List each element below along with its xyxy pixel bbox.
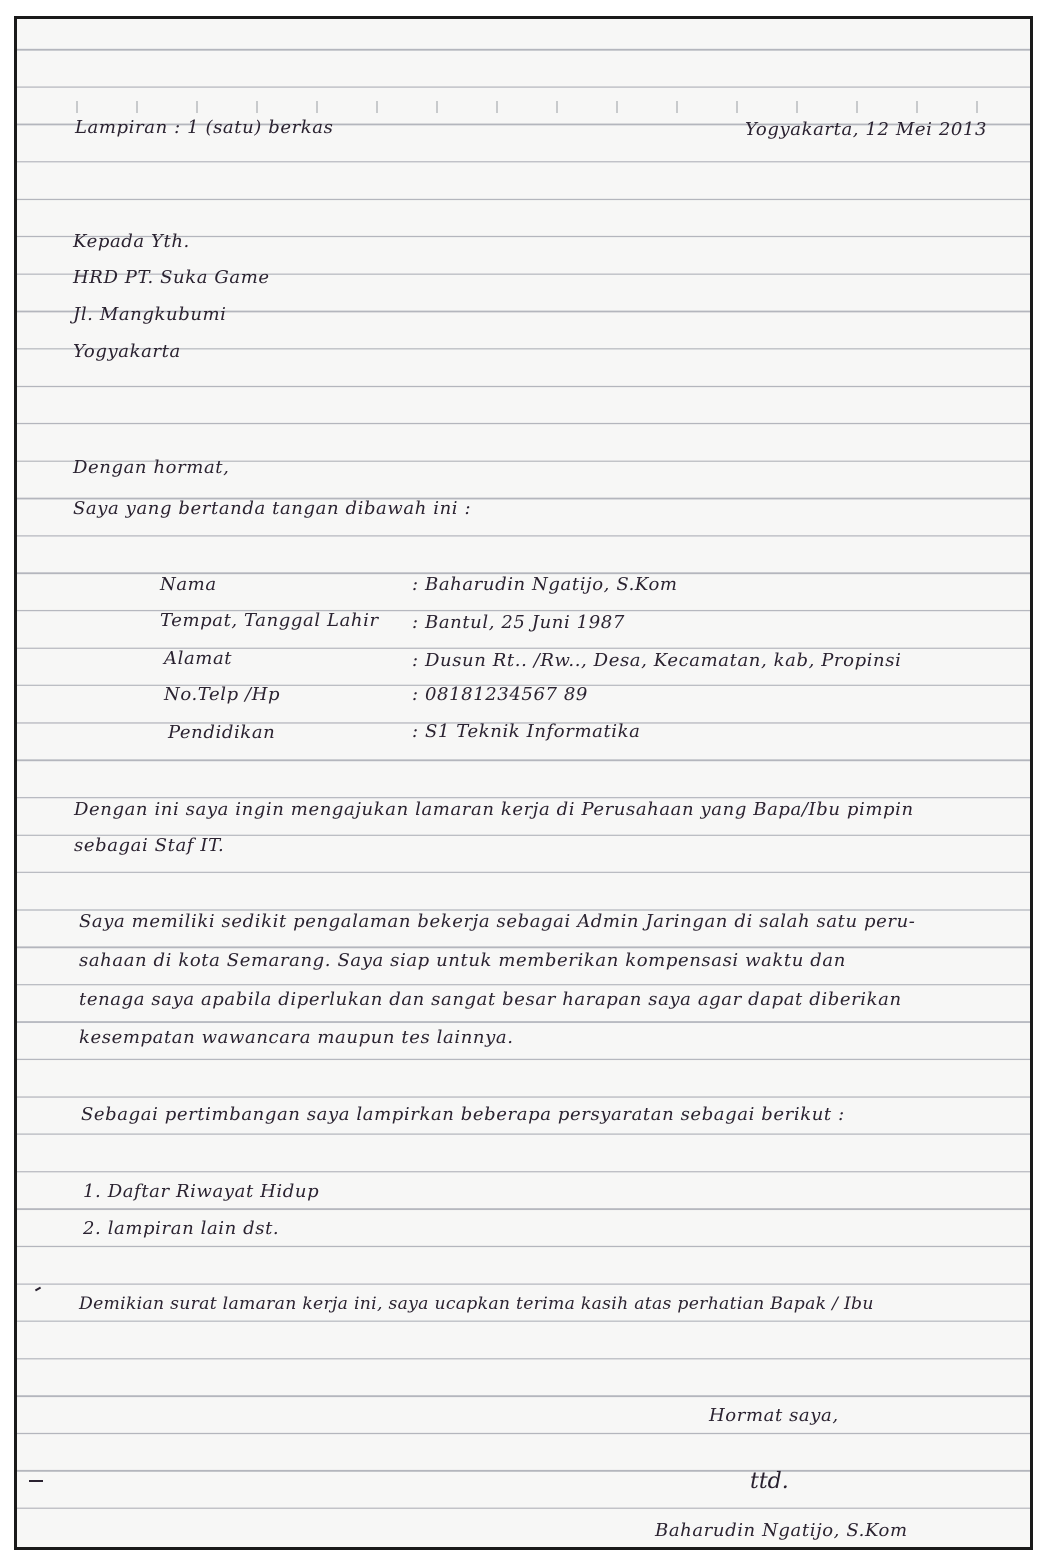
attachment-item-1: 1. Daftar Riwayat Hidup xyxy=(83,1181,320,1202)
recipient-line-1: Kepada Yth. xyxy=(73,231,190,252)
lampiran-line: Lampiran : 1 (satu) berkas xyxy=(75,117,334,138)
recipient-line-2: HRD PT. Suka Game xyxy=(73,267,270,288)
para2-line-2: sahaan di kota Semarang. Saya siap untuk memberikan kompensasi waktu dan xyxy=(79,950,846,971)
place-date: Yogyakarta, 12 Mei 2013 xyxy=(745,119,988,140)
para2-line-4: kesempatan wawancara maupun tes lainnya. xyxy=(79,1027,514,1048)
field-label-nama: Nama xyxy=(160,574,217,595)
recipient-line-4: Yogyakarta xyxy=(73,341,181,362)
field-value-telp: : 08181234567 89 xyxy=(412,684,588,705)
field-value-ttl: : Bantul, 25 Juni 1987 xyxy=(412,612,625,633)
field-value-nama: : Baharudin Ngatijo, S.Kom xyxy=(412,574,678,595)
recipient-line-3: Jl. Mangkubumi xyxy=(73,304,227,325)
intro-line: Saya yang bertanda tangan dibawah ini : xyxy=(73,498,472,519)
field-value-pendidikan: : S1 Teknik Informatika xyxy=(412,721,641,742)
ruler-tick-marks xyxy=(17,97,1030,117)
para1-line-2: sebagai Staf IT. xyxy=(74,835,225,856)
greeting: Dengan hormat, xyxy=(73,457,230,478)
field-label-ttl: Tempat, Tanggal Lahir xyxy=(160,610,379,631)
lined-paper-sheet xyxy=(14,16,1033,1550)
stray-pen-mark xyxy=(29,1480,43,1482)
regards: Hormat saya, xyxy=(709,1405,839,1426)
para2-line-1: Saya memiliki sedikit pengalaman bekerja sebagai Admin Jaringan di salah satu peru- xyxy=(79,911,916,932)
ttd-mark: ttd. xyxy=(750,1469,789,1494)
para3-line: Sebagai pertimbangan saya lampirkan beberapa persyaratan sebagai berikut : xyxy=(81,1104,845,1125)
closing-line: Demikian surat lamaran kerja ini, saya ucapkan terima kasih atas perhatian Bapak / Ibu xyxy=(79,1294,874,1314)
stray-pen-mark xyxy=(35,1287,41,1292)
signer-name: Baharudin Ngatijo, S.Kom xyxy=(655,1520,908,1541)
field-value-alamat: : Dusun Rt.. /Rw.., Desa, Kecamatan, kab, Propinsi xyxy=(412,650,902,671)
para1-line-1: Dengan ini saya ingin mengajukan lamaran kerja di Perusahaan yang Bapa/Ibu pimpin xyxy=(74,799,914,820)
field-label-alamat: Alamat xyxy=(164,648,233,669)
field-label-telp: No.Telp /Hp xyxy=(164,684,281,705)
para2-line-3: tenaga saya apabila diperlukan dan sangat besar harapan saya agar dapat diberikan xyxy=(79,989,902,1010)
attachment-item-2: 2. lampiran lain dst. xyxy=(83,1218,280,1239)
field-label-pendidikan: Pendidikan xyxy=(168,722,276,743)
